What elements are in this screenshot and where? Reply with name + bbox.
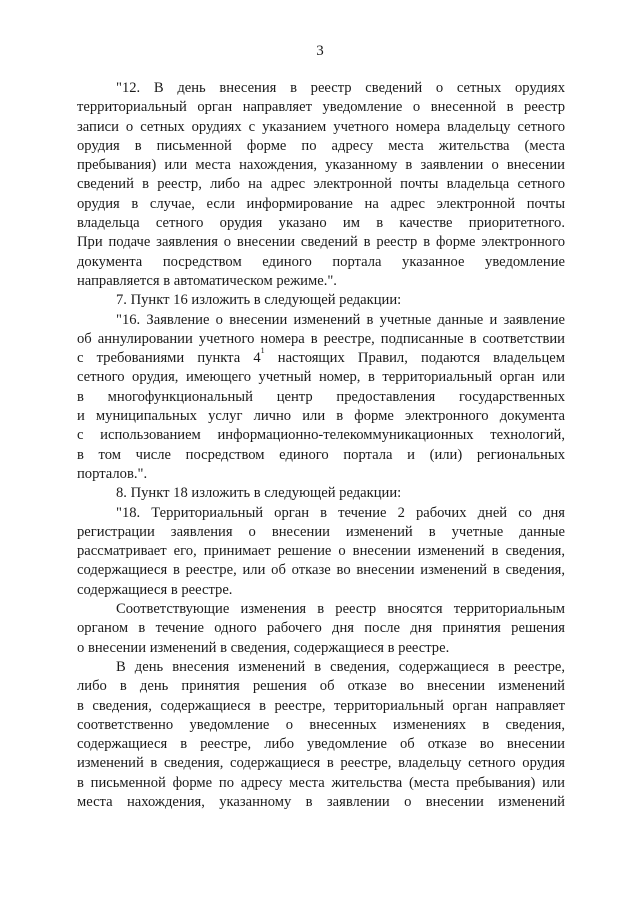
text-line: сетного орудия, имеющего учетный номер, в территориальный орган или	[77, 369, 565, 386]
text-line: и муниципальных услуг лично или в форме электронного документа	[77, 408, 565, 425]
paragraph-item-18-part-3	[77, 658, 565, 812]
text-line: территориальный орган направляет уведомление о внесенной в реестр	[77, 99, 565, 116]
text-line: направляется в автоматическом режиме.".	[77, 272, 337, 289]
text-line: в письменной форме по адресу места жительства (места пребывания) или	[77, 774, 565, 791]
page-number: 3	[316, 43, 324, 59]
text-fragment: настоящих Правил, подаются владельцем	[264, 350, 565, 367]
text-line: пребывания) или места нахождения, указанному в заявлении о внесении	[77, 157, 565, 174]
text-line: При подаче заявления о внесении сведений в реестр в форме электронного	[77, 234, 565, 251]
text-line: в том числе посредством единого портала и (или) региональных	[77, 446, 565, 463]
text-line: содержащиеся в реестре, или об отказе во внесении изменений в сведения,	[77, 562, 565, 579]
text-line: изменений в сведения, содержащиеся в реестре, владельцу сетного орудия	[77, 755, 565, 772]
paragraph-amendment-7	[77, 291, 565, 310]
text-line: "18. Территориальный орган в течение 2 рабочих дней со дня	[116, 504, 565, 521]
text-fragment: с требованиями пункта 4	[77, 350, 261, 367]
text-line: порталов.".	[77, 465, 148, 482]
text-line-with-reference	[77, 346, 565, 368]
paragraph-amendment-8	[77, 484, 565, 503]
text-line: "12. В день внесения в реестр сведений о сетных орудиях	[116, 80, 565, 96]
text-line: владельца сетного орудия указано им в качестве приоритетного.	[77, 215, 565, 232]
text-line: записи о сетных орудиях с указанием учетного номера владельцу сетного	[77, 118, 565, 135]
text-line: соответственно уведомление о внесенных изменениях в сведения,	[77, 716, 565, 733]
text-line: В день внесения изменений в сведения, содержащиеся в реестре,	[116, 658, 565, 675]
text-line: орудия в случае, если информирование на адрес электронной почты	[77, 195, 565, 212]
text-line: о внесении изменений в сведения, содержащиеся в реестре.	[77, 639, 450, 656]
paragraph-item-18	[77, 504, 565, 600]
text-line: регистрации заявления о внесении изменений в учетные данные	[77, 523, 565, 540]
paragraph-item-16	[77, 311, 565, 485]
superscript-reference: 1	[260, 346, 265, 356]
text-line: Соответствующие изменения в реестр вносятся территориальным	[116, 601, 565, 618]
text-line: либо в день принятия решения об отказе во внесении изменений	[77, 678, 565, 695]
text-line: содержащиеся в реестре.	[77, 581, 233, 598]
paragraph-item-18-part-2	[77, 600, 565, 658]
text-line: об аннулировании учетного номера в реестре, подписанные в соответствии	[77, 330, 565, 347]
text-line: органом в течение одного рабочего дня после дня принятия решения	[77, 620, 565, 637]
text-line: содержащиеся в реестре, либо уведомление об отказе во внесении	[77, 736, 565, 753]
text-line: "16. Заявление о внесении изменений в учетные данные и заявление	[116, 311, 565, 328]
text-line: орудия в письменной форме по адресу места жительства (места	[77, 137, 565, 154]
text-line: с использованием информационно-телекоммуникационных технологий,	[77, 427, 565, 444]
text-line: 8. Пункт 18 изложить в следующей редакции:	[116, 485, 402, 502]
text-line: в многофункциональный центр предоставления государственных	[77, 388, 565, 405]
paragraph-item-12	[77, 79, 565, 291]
text-line: в сведения, содержащиеся в реестре, территориальный орган направляет	[77, 697, 565, 714]
document-body	[77, 79, 565, 812]
text-line: рассматривает его, принимает решение о внесении изменений в сведения,	[77, 543, 565, 560]
text-line: 7. Пункт 16 изложить в следующей редакции:	[116, 292, 402, 309]
text-line: документа посредством единого портала указанное уведомление	[77, 253, 565, 270]
text-line: сведений в реестр, либо на адрес электронной почты владельца сетного	[77, 176, 565, 193]
text-line: места нахождения, указанному в заявлении о внесении изменений	[77, 793, 565, 810]
